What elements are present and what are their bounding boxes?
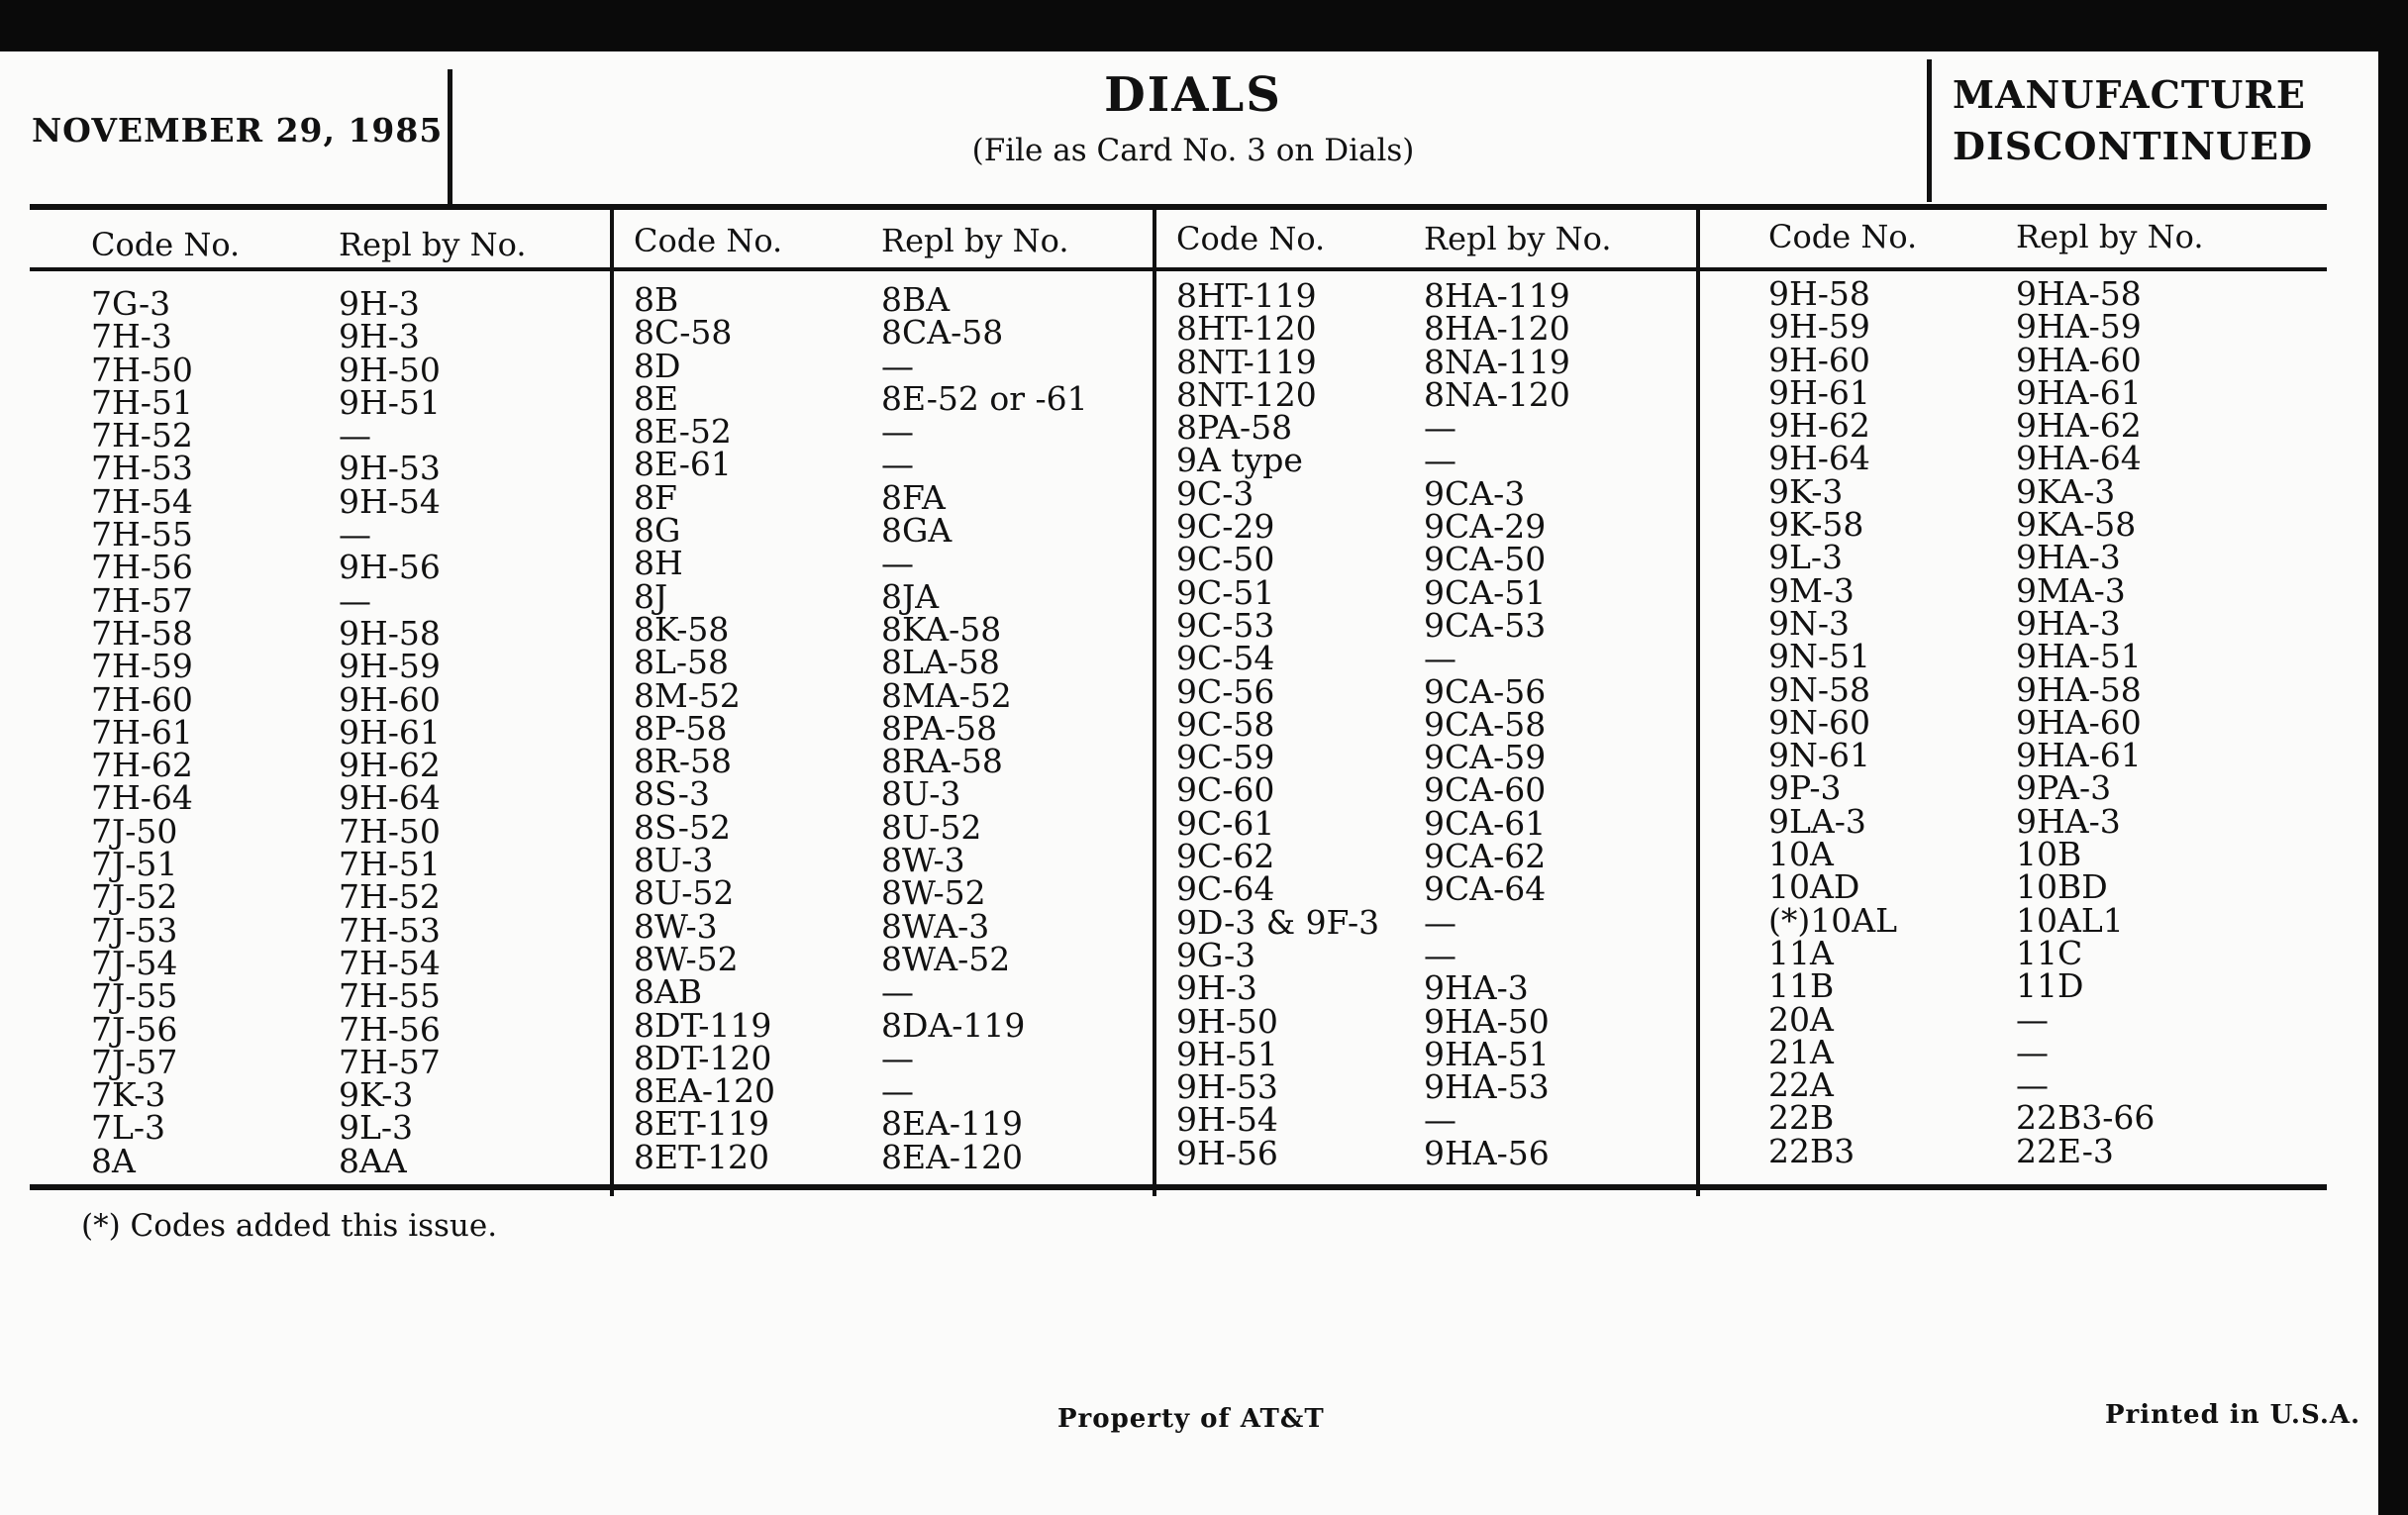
repl-cell: 8EA-120 bbox=[881, 1137, 1024, 1176]
code-cell: 8D bbox=[634, 346, 681, 385]
col2-repl-list bbox=[881, 280, 1088, 1176]
code-cell: 9C-3 bbox=[1176, 473, 1254, 513]
repl-cell: 9L-3 bbox=[339, 1108, 414, 1148]
code-cell: 9H-51 bbox=[1176, 1034, 1278, 1073]
repl-cell: — bbox=[881, 972, 914, 1012]
repl-cell: 9CA-51 bbox=[1424, 572, 1547, 612]
repl-cell: — bbox=[1424, 408, 1456, 448]
repl-cell: — bbox=[1424, 639, 1456, 678]
code-cell: 7H-56 bbox=[91, 548, 193, 587]
repl-cell: 8PA-58 bbox=[881, 708, 998, 748]
code-cell: 8PA-58 bbox=[1176, 408, 1293, 448]
col3-repl-list bbox=[1424, 276, 1570, 1172]
code-cell: 9C-64 bbox=[1176, 869, 1275, 909]
repl-cell: 8LA-58 bbox=[881, 643, 1000, 682]
repl-cell: 9HA-62 bbox=[2016, 406, 2142, 446]
repl-cell: 9CA-29 bbox=[1424, 507, 1547, 547]
repl-cell: 8U-3 bbox=[881, 774, 961, 814]
code-cell: 9H-61 bbox=[1768, 372, 1870, 412]
code-cell: 7H-57 bbox=[91, 580, 193, 620]
status-line-1: MANUFACTURE bbox=[1953, 72, 2306, 117]
code-cell: 9C-60 bbox=[1176, 770, 1275, 810]
repl-cell: — bbox=[881, 1038, 914, 1077]
col4-repl-header: Repl by No. bbox=[2016, 218, 2204, 255]
col2-code-list bbox=[634, 280, 776, 1176]
code-cell: 8L-58 bbox=[634, 643, 730, 682]
repl-cell: 7H-50 bbox=[339, 811, 441, 851]
code-cell: 7H-59 bbox=[91, 647, 193, 686]
repl-cell: 8W-52 bbox=[881, 873, 986, 913]
repl-cell: 8DA-119 bbox=[881, 1005, 1026, 1045]
repl-cell: 11D bbox=[2016, 966, 2084, 1006]
repl-cell: — bbox=[339, 416, 371, 455]
repl-cell: 9CA-53 bbox=[1424, 605, 1547, 645]
scan-border-right bbox=[2378, 0, 2408, 1515]
code-cell: 7H-52 bbox=[91, 416, 193, 455]
repl-cell: 9HA-3 bbox=[1424, 968, 1529, 1008]
code-cell: 8S-3 bbox=[634, 774, 710, 814]
repl-cell: 8WA-52 bbox=[881, 939, 1011, 978]
repl-cell: 9KA-3 bbox=[2016, 471, 2116, 511]
code-cell: 9C-51 bbox=[1176, 572, 1275, 612]
issue-date: NOVEMBER 29, 1985 bbox=[32, 111, 444, 150]
code-cell: 9K-58 bbox=[1768, 505, 1864, 545]
code-cell: 8M-52 bbox=[634, 675, 741, 715]
repl-cell: 9HA-3 bbox=[2016, 538, 2121, 577]
code-cell: 9C-62 bbox=[1176, 837, 1275, 876]
repl-cell: 7H-57 bbox=[339, 1042, 441, 1081]
code-cell: 9N-58 bbox=[1768, 669, 1871, 709]
code-cell: 7H-64 bbox=[91, 778, 193, 818]
code-cell: 9H-62 bbox=[1768, 406, 1870, 446]
code-cell: 9N-3 bbox=[1768, 603, 1851, 643]
repl-cell: — bbox=[881, 412, 914, 452]
column-separator-2 bbox=[1153, 208, 1156, 1196]
code-cell: 21A bbox=[1768, 1032, 1834, 1071]
code-cell: 9M-3 bbox=[1768, 570, 1855, 610]
code-cell: 7H-3 bbox=[91, 317, 172, 356]
repl-cell: 7H-51 bbox=[339, 845, 441, 884]
repl-cell: — bbox=[1424, 902, 1456, 942]
repl-cell: 8NA-119 bbox=[1424, 342, 1570, 381]
repl-cell: 8HA-119 bbox=[1424, 276, 1570, 315]
repl-cell: 9CA-62 bbox=[1424, 837, 1547, 876]
col1-repl-list bbox=[339, 284, 441, 1180]
code-cell: 8G bbox=[634, 511, 681, 551]
code-cell: 8W-52 bbox=[634, 939, 739, 978]
repl-cell: 9CA-64 bbox=[1424, 869, 1547, 909]
repl-cell: 9H-61 bbox=[339, 712, 441, 752]
code-cell: 9A type bbox=[1176, 441, 1303, 480]
repl-cell: 9KA-58 bbox=[2016, 505, 2137, 545]
header-divider-right bbox=[1927, 59, 1932, 202]
code-cell: 7K-3 bbox=[91, 1075, 166, 1115]
code-cell: 9K-3 bbox=[1768, 471, 1844, 511]
repl-cell: — bbox=[1424, 441, 1456, 480]
repl-cell: 9HA-3 bbox=[2016, 801, 2121, 841]
code-cell: 7J-52 bbox=[91, 877, 178, 917]
code-cell: 8J bbox=[634, 576, 668, 616]
repl-cell: — bbox=[2016, 999, 2049, 1039]
repl-cell: 7H-54 bbox=[339, 943, 441, 982]
repl-cell: 9H-62 bbox=[339, 746, 441, 785]
code-cell: 11B bbox=[1768, 966, 1835, 1006]
repl-cell: 9HA-58 bbox=[2016, 669, 2142, 709]
repl-cell: — bbox=[339, 515, 371, 555]
code-cell: 8K-58 bbox=[634, 609, 730, 649]
repl-cell: 8W-3 bbox=[881, 841, 965, 880]
code-cell: 9H-54 bbox=[1176, 1100, 1278, 1140]
repl-cell: 9CA-61 bbox=[1424, 803, 1547, 843]
code-cell: 11A bbox=[1768, 933, 1834, 972]
code-cell: 8B bbox=[634, 280, 679, 319]
code-cell: 9H-50 bbox=[1176, 1001, 1278, 1041]
code-cell: 7L-3 bbox=[91, 1108, 166, 1148]
code-cell: 9C-58 bbox=[1176, 704, 1275, 744]
code-cell: 8P-58 bbox=[634, 708, 728, 748]
table-bottom-rule bbox=[30, 1184, 2327, 1190]
repl-cell: 7H-56 bbox=[339, 1009, 441, 1049]
repl-cell: 9HA-58 bbox=[2016, 274, 2142, 313]
code-cell: 9H-59 bbox=[1768, 307, 1870, 347]
repl-cell: 9HA-61 bbox=[2016, 372, 2142, 412]
repl-cell: 9HA-60 bbox=[2016, 702, 2142, 742]
code-cell: 7J-55 bbox=[91, 976, 178, 1016]
repl-cell: 9H-50 bbox=[339, 350, 441, 389]
code-cell: 9H-56 bbox=[1176, 1133, 1278, 1172]
code-cell: 9C-59 bbox=[1176, 738, 1275, 777]
repl-cell: 9HA-51 bbox=[1424, 1034, 1550, 1073]
code-cell: 8R-58 bbox=[634, 742, 732, 781]
code-cell: 8U-3 bbox=[634, 841, 714, 880]
repl-cell: 9HA-64 bbox=[2016, 439, 2142, 478]
code-cell: 8E bbox=[634, 378, 679, 418]
repl-cell: 9H-53 bbox=[339, 449, 441, 488]
col4-code-list bbox=[1768, 274, 1897, 1170]
col2-repl-header: Repl by No. bbox=[881, 222, 1069, 259]
repl-cell: — bbox=[1424, 935, 1456, 974]
code-cell: 8H bbox=[634, 544, 683, 583]
repl-cell: 9HA-50 bbox=[1424, 1001, 1550, 1041]
repl-cell: 8CA-58 bbox=[881, 313, 1004, 353]
code-cell: 7H-58 bbox=[91, 613, 193, 653]
code-cell: 9N-60 bbox=[1768, 702, 1871, 742]
code-cell: 8F bbox=[634, 477, 677, 517]
repl-cell: 9HA-53 bbox=[1424, 1067, 1550, 1107]
repl-cell: — bbox=[1424, 1100, 1456, 1140]
repl-cell: 9HA-59 bbox=[2016, 307, 2142, 347]
repl-cell: 9H-56 bbox=[339, 548, 441, 587]
repl-cell: 8JA bbox=[881, 576, 940, 616]
repl-cell: 8NA-120 bbox=[1424, 374, 1570, 414]
document-subtitle: (File as Card No. 3 on Dials) bbox=[971, 133, 1415, 168]
code-cell: 22B bbox=[1768, 1098, 1835, 1138]
code-cell: 9D-3 & 9F-3 bbox=[1176, 902, 1380, 942]
repl-cell: — bbox=[881, 1071, 914, 1111]
repl-cell: 9H-3 bbox=[339, 317, 420, 356]
repl-cell: 22B3-66 bbox=[2016, 1098, 2156, 1138]
col4-code-header: Code No. bbox=[1768, 218, 1918, 255]
code-cell: 7J-50 bbox=[91, 811, 178, 851]
repl-cell: — bbox=[339, 580, 371, 620]
code-cell: 9C-61 bbox=[1176, 803, 1275, 843]
code-cell: 8ET-120 bbox=[634, 1137, 769, 1176]
code-cell: 7H-53 bbox=[91, 449, 193, 488]
code-cell: 9H-60 bbox=[1768, 340, 1870, 379]
repl-cell: 8E-52 or -61 bbox=[881, 378, 1088, 418]
repl-cell: 8FA bbox=[881, 477, 946, 517]
code-cell: 8EA-120 bbox=[634, 1071, 776, 1111]
status-line-2: DISCONTINUED bbox=[1953, 124, 2314, 168]
repl-cell: 9K-3 bbox=[339, 1075, 414, 1115]
column-separator-3 bbox=[1696, 208, 1700, 1196]
code-cell: 7H-62 bbox=[91, 746, 193, 785]
repl-cell: 8AA bbox=[339, 1141, 407, 1180]
repl-cell: 9CA-58 bbox=[1424, 704, 1547, 744]
repl-cell: 9HA-60 bbox=[2016, 340, 2142, 379]
repl-cell: 7H-52 bbox=[339, 877, 441, 917]
repl-cell: 9H-51 bbox=[339, 382, 441, 422]
col1-repl-header: Repl by No. bbox=[339, 226, 527, 263]
code-cell: 7G-3 bbox=[91, 284, 171, 323]
code-cell: 7H-55 bbox=[91, 515, 193, 555]
repl-cell: 11C bbox=[2016, 933, 2083, 972]
header-divider-left bbox=[448, 69, 452, 210]
code-cell: 8DT-120 bbox=[634, 1038, 772, 1077]
repl-cell: 8KA-58 bbox=[881, 609, 1002, 649]
code-cell: 9H-64 bbox=[1768, 439, 1870, 478]
code-cell: 9H-3 bbox=[1176, 968, 1257, 1008]
code-cell: 22B3 bbox=[1768, 1131, 1856, 1170]
code-cell: 9C-53 bbox=[1176, 605, 1275, 645]
code-cell: 8U-52 bbox=[634, 873, 735, 913]
repl-cell: 8BA bbox=[881, 280, 951, 319]
code-cell: 8AB bbox=[634, 972, 703, 1012]
repl-cell: 9HA-56 bbox=[1424, 1133, 1550, 1172]
code-cell: 8NT-119 bbox=[1176, 342, 1317, 381]
column-separator-1 bbox=[610, 208, 614, 1196]
column-header-rule bbox=[30, 267, 2327, 271]
code-cell: (*)10AL bbox=[1768, 900, 1897, 940]
code-cell: 9C-50 bbox=[1176, 540, 1275, 579]
code-cell: 7J-53 bbox=[91, 910, 178, 950]
col1-code-list bbox=[91, 284, 193, 1180]
repl-cell: 8U-52 bbox=[881, 807, 982, 847]
code-cell: 7J-57 bbox=[91, 1042, 178, 1081]
footer-printed: Printed in U.S.A. bbox=[2105, 1400, 2361, 1430]
code-cell: 7H-60 bbox=[91, 679, 193, 719]
document-title: DIALS bbox=[1104, 67, 1282, 123]
code-cell: 9C-29 bbox=[1176, 507, 1275, 547]
code-cell: 8W-3 bbox=[634, 906, 718, 946]
repl-cell: — bbox=[2016, 1032, 2049, 1071]
col3-code-list bbox=[1176, 276, 1380, 1172]
col3-repl-header: Repl by No. bbox=[1424, 220, 1612, 257]
code-cell: 9C-54 bbox=[1176, 639, 1275, 678]
repl-cell: 8HA-120 bbox=[1424, 309, 1570, 349]
repl-cell: 9H-54 bbox=[339, 481, 441, 521]
repl-cell: 9H-58 bbox=[339, 613, 441, 653]
repl-cell: 9H-64 bbox=[339, 778, 441, 818]
repl-cell: 7H-53 bbox=[339, 910, 441, 950]
code-cell: 9H-53 bbox=[1176, 1067, 1278, 1107]
scan-border-top bbox=[0, 0, 2408, 51]
code-cell: 10A bbox=[1768, 835, 1834, 874]
code-cell: 8C-58 bbox=[634, 313, 733, 353]
code-cell: 8NT-120 bbox=[1176, 374, 1317, 414]
code-cell: 8DT-119 bbox=[634, 1005, 772, 1045]
repl-cell: 9H-3 bbox=[339, 284, 420, 323]
code-cell: 8S-52 bbox=[634, 807, 731, 847]
repl-cell: — bbox=[881, 445, 914, 484]
repl-cell: 9H-59 bbox=[339, 647, 441, 686]
table-top-rule bbox=[30, 204, 2327, 210]
code-cell: 7H-61 bbox=[91, 712, 193, 752]
repl-cell: 9H-60 bbox=[339, 679, 441, 719]
repl-cell: 8RA-58 bbox=[881, 742, 1003, 781]
code-cell: 7H-50 bbox=[91, 350, 193, 389]
repl-cell: 8EA-119 bbox=[881, 1104, 1024, 1144]
col3-code-header: Code No. bbox=[1176, 220, 1326, 257]
repl-cell: 9HA-3 bbox=[2016, 603, 2121, 643]
col4-repl-list bbox=[2016, 274, 2156, 1170]
repl-cell: 8WA-3 bbox=[881, 906, 990, 946]
code-cell: 9P-3 bbox=[1768, 768, 1842, 808]
repl-cell: — bbox=[881, 544, 914, 583]
code-cell: 22A bbox=[1768, 1065, 1834, 1105]
code-cell: 8ET-119 bbox=[634, 1104, 769, 1144]
code-cell: 8E-52 bbox=[634, 412, 732, 452]
code-cell: 8E-61 bbox=[634, 445, 732, 484]
code-cell: 9H-58 bbox=[1768, 274, 1870, 313]
repl-cell: 22E-3 bbox=[2016, 1131, 2114, 1170]
repl-cell: 10B bbox=[2016, 835, 2082, 874]
status-label bbox=[1953, 69, 2313, 172]
code-cell: 9G-3 bbox=[1176, 935, 1256, 974]
col2-code-header: Code No. bbox=[634, 222, 783, 259]
code-cell: 9N-51 bbox=[1768, 637, 1871, 676]
code-cell: 8HT-120 bbox=[1176, 309, 1317, 349]
code-cell: 8A bbox=[91, 1141, 136, 1180]
code-cell: 7H-51 bbox=[91, 382, 193, 422]
repl-cell: 9CA-60 bbox=[1424, 770, 1547, 810]
repl-cell: — bbox=[2016, 1065, 2049, 1105]
code-cell: 10AD bbox=[1768, 867, 1860, 907]
repl-cell: 9PA-3 bbox=[2016, 768, 2112, 808]
repl-cell: 9HA-51 bbox=[2016, 637, 2142, 676]
repl-cell: 9CA-56 bbox=[1424, 671, 1547, 711]
repl-cell: 8GA bbox=[881, 511, 953, 551]
repl-cell: 8MA-52 bbox=[881, 675, 1012, 715]
repl-cell: 9CA-59 bbox=[1424, 738, 1547, 777]
repl-cell: 10BD bbox=[2016, 867, 2108, 907]
code-cell: 7J-56 bbox=[91, 1009, 178, 1049]
code-cell: 9L-3 bbox=[1768, 538, 1844, 577]
repl-cell: 10AL1 bbox=[2016, 900, 2124, 940]
repl-cell: 9MA-3 bbox=[2016, 570, 2126, 610]
code-cell: 20A bbox=[1768, 999, 1834, 1039]
code-cell: 9LA-3 bbox=[1768, 801, 1866, 841]
code-cell: 9N-61 bbox=[1768, 736, 1871, 775]
code-cell: 8HT-119 bbox=[1176, 276, 1317, 315]
col1-code-header: Code No. bbox=[91, 226, 241, 263]
repl-cell: — bbox=[881, 346, 914, 385]
code-cell: 7J-51 bbox=[91, 845, 178, 884]
repl-cell: 7H-55 bbox=[339, 976, 441, 1016]
repl-cell: 9CA-50 bbox=[1424, 540, 1547, 579]
footnote: (*) Codes added this issue. bbox=[81, 1208, 498, 1244]
code-cell: 7J-54 bbox=[91, 943, 178, 982]
footer-property: Property of AT&T bbox=[1057, 1404, 1325, 1434]
code-cell: 9C-56 bbox=[1176, 671, 1275, 711]
repl-cell: 9CA-3 bbox=[1424, 473, 1526, 513]
repl-cell: 9HA-61 bbox=[2016, 736, 2142, 775]
code-cell: 7H-54 bbox=[91, 481, 193, 521]
